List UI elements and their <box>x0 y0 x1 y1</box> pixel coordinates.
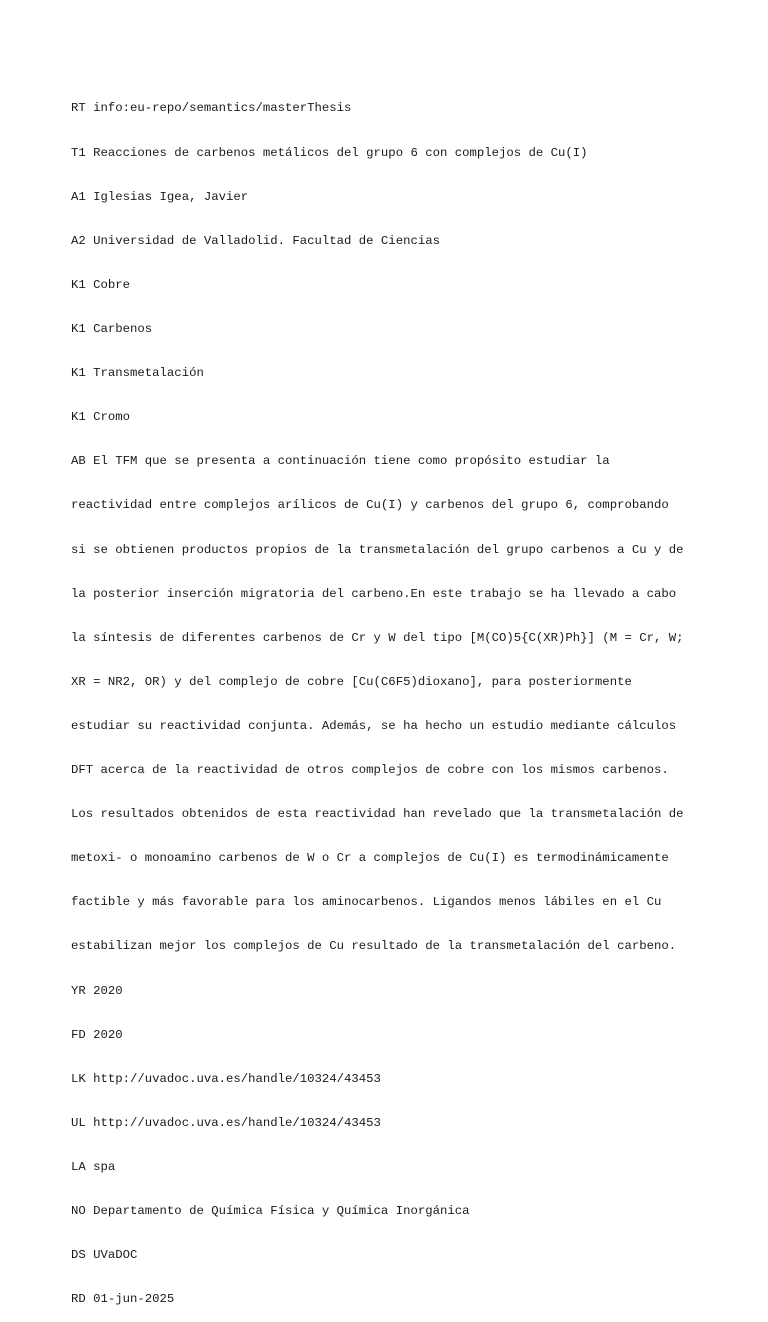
keyword-line: K1 Carbenos <box>71 321 153 336</box>
bibliographic-record <box>71 72 711 1322</box>
abstract-line: la posterior inserción migratoria del carbeno.En este trabajo se ha llevado a cabo <box>71 586 677 601</box>
abstract-line: estudiar su reactividad conjunta. Además, se ha hecho un estudio mediante cálculos <box>71 718 677 733</box>
institution-line: A2 Universidad de Valladolid. Facultad de Ciencias <box>71 233 440 248</box>
keyword-line: K1 Cobre <box>71 277 131 292</box>
note-line: NO Departamento de Química Física y Química Inorgánica <box>71 1204 470 1219</box>
abstract-line: la síntesis de diferentes carbenos de Cr y W del tipo [M(CO)5{C(XR)Ph}] (M = Cr, W; <box>71 630 684 645</box>
record-type-line: RT info:eu-repo/semantics/masterThesis <box>71 101 352 116</box>
link-line[interactable]: LK http://uvadoc.uva.es/handle/10324/43453 <box>71 1071 381 1086</box>
data-source-line: DS UVaDOC <box>71 1248 138 1263</box>
url-line[interactable]: UL http://uvadoc.uva.es/handle/10324/43453 <box>71 1115 381 1130</box>
keyword-line: K1 Transmetalación <box>71 366 204 381</box>
abstract-line: metoxi- o monoamino carbenos de W o Cr a complejos de Cu(I) es termodinámicamente <box>71 851 669 866</box>
abstract-line: estabilizan mejor los complejos de Cu resultado de la transmetalación del carbeno. <box>71 939 677 954</box>
abstract-line: XR = NR2, OR) y del complejo de cobre [Cu(C6F5)dioxano], para posteriormente <box>71 674 632 689</box>
abstract-line: factible y más favorable para los aminocarbenos. Ligandos menos lábiles en el Cu <box>71 895 662 910</box>
abstract-line: Los resultados obtenidos de esta reactividad han revelado que la transmetalación de <box>71 807 684 822</box>
abstract-line: AB El TFM que se presenta a continuación tiene como propósito estudiar la <box>71 454 610 469</box>
title-line: T1 Reacciones de carbenos metálicos del grupo 6 con complejos de Cu(I) <box>71 145 588 160</box>
year-line: YR 2020 <box>71 983 123 998</box>
date-line: FD 2020 <box>71 1027 123 1042</box>
abstract-line: reactividad entre complejos arílicos de Cu(I) y carbenos del grupo 6, comprobando <box>71 498 669 513</box>
language-line: LA spa <box>71 1160 116 1175</box>
abstract-line: si se obtienen productos propios de la transmetalación del grupo carbenos a Cu y de <box>71 542 684 557</box>
abstract-line: DFT acerca de la reactividad de otros complejos de cobre con los mismos carbenos. <box>71 763 669 778</box>
keyword-line: K1 Cromo <box>71 410 131 425</box>
author-line: A1 Iglesias Igea, Javier <box>71 189 249 204</box>
retrieved-date-line: RD 01-jun-2025 <box>71 1292 175 1307</box>
